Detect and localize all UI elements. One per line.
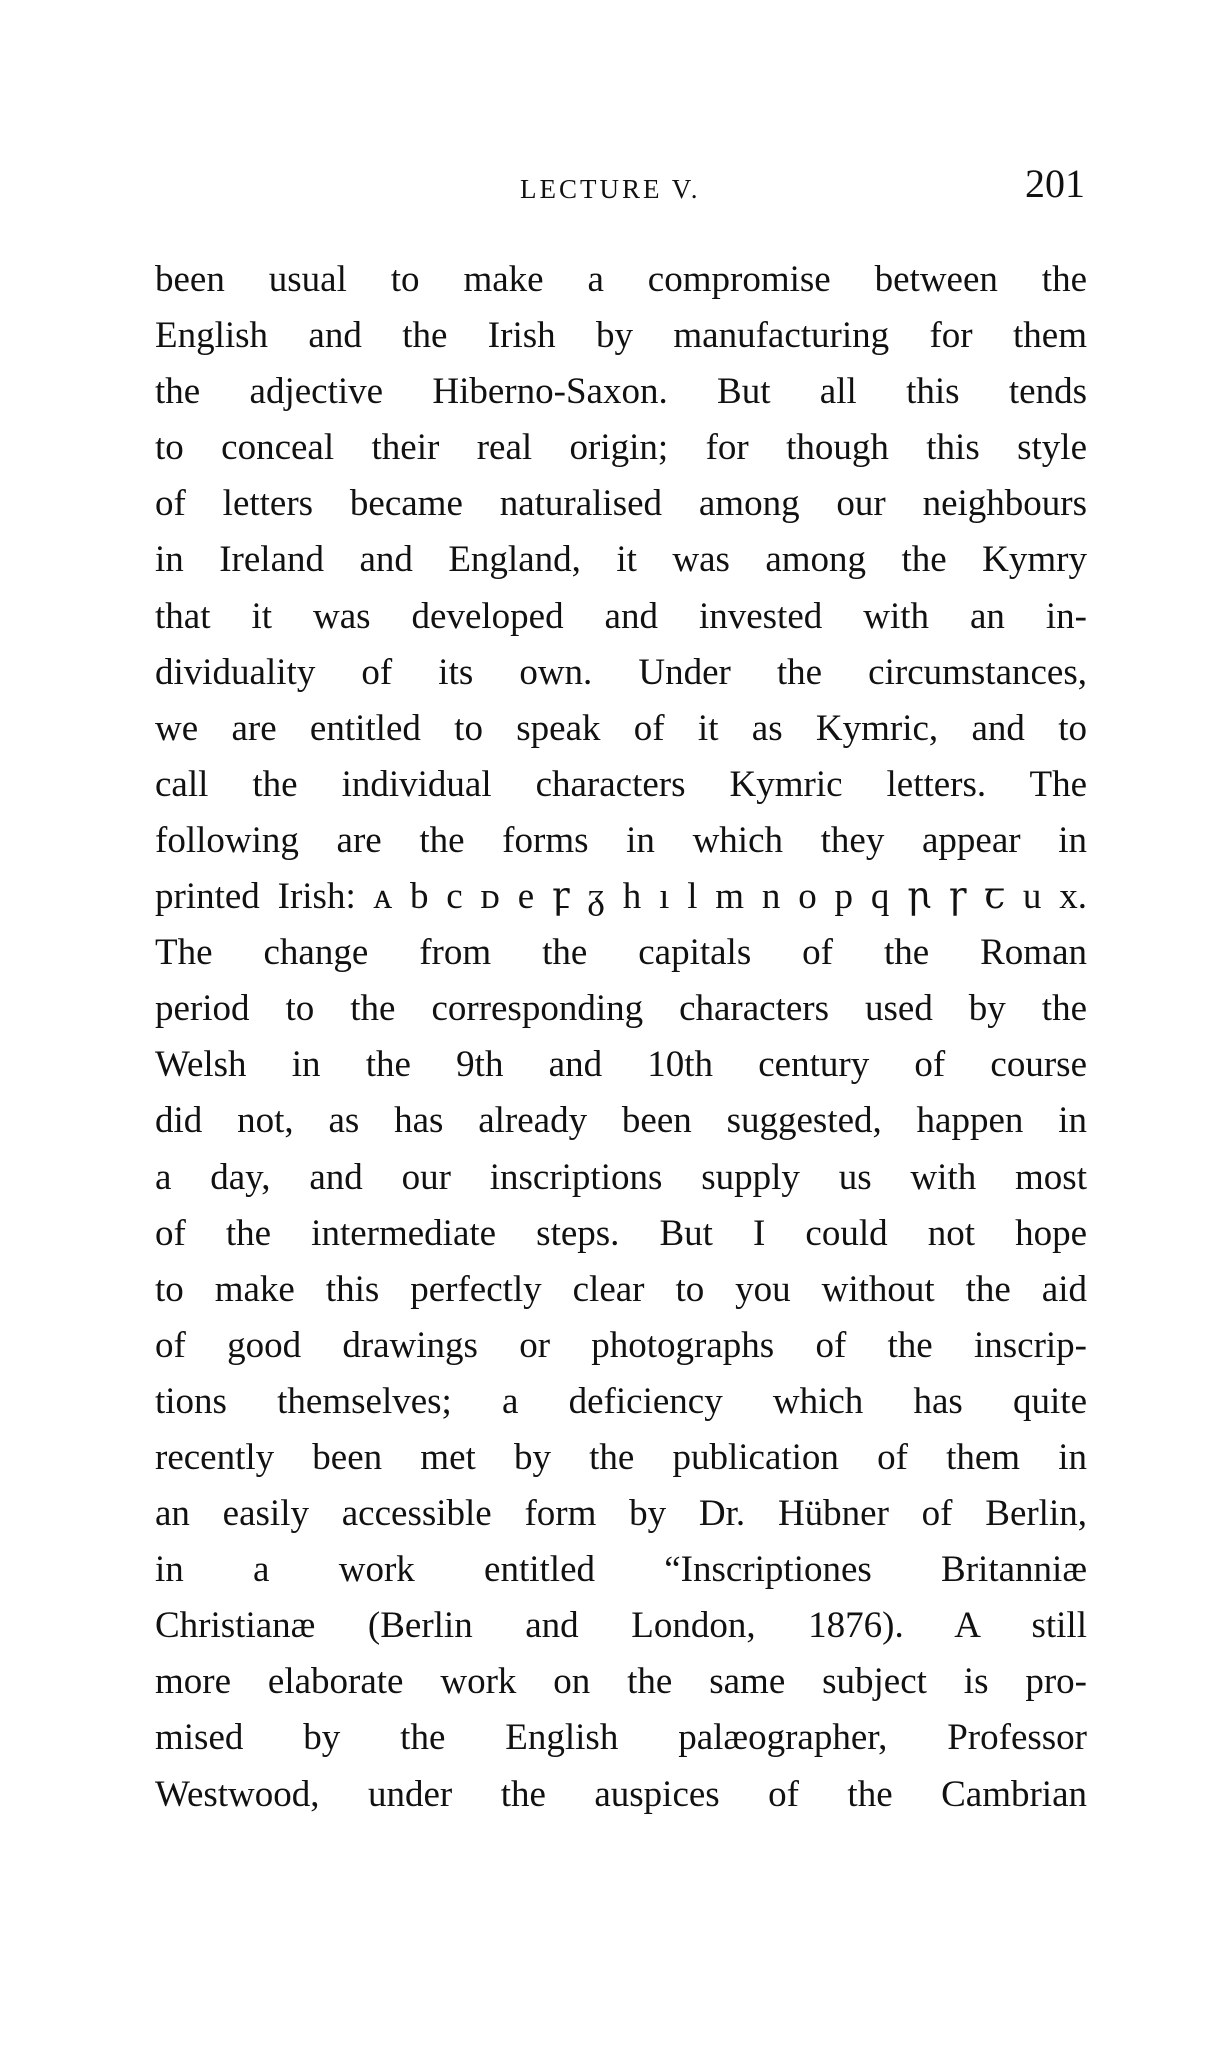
text-line: Welsh in the 9th and 10th century of course bbox=[155, 1044, 1087, 1086]
text-line: dividuality of its own. Under the circumstances, bbox=[155, 651, 1087, 693]
text-line: call the individual characters Kymric letters. The bbox=[155, 763, 1087, 805]
text-line: of the intermediate steps. But I could not hope bbox=[155, 1212, 1087, 1254]
text-line: mised by the English palæographer, Professor bbox=[155, 1717, 1087, 1759]
text-line: period to the corresponding characters used by the bbox=[155, 988, 1087, 1030]
text-line: did not, as has already been suggested, happen in bbox=[155, 1100, 1087, 1142]
text-line: Christianæ (Berlin and London, 1876). A still bbox=[155, 1605, 1087, 1647]
page-header bbox=[155, 160, 1095, 230]
text-line: a day, and our inscriptions supply us with most bbox=[155, 1156, 1087, 1198]
text-line: to conceal their real origin; for though this style bbox=[155, 427, 1087, 469]
text-line: Westwood, under the auspices of the Cambrian bbox=[155, 1773, 1087, 1815]
text-line: tions themselves; a deficiency which has quite bbox=[155, 1380, 1087, 1422]
text-line: of good drawings or photographs of the inscrip- bbox=[155, 1324, 1087, 1366]
body-text bbox=[155, 252, 1087, 1823]
page-number: 201 bbox=[1025, 161, 1085, 206]
text-line: The change from the capitals of the Roman bbox=[155, 932, 1087, 974]
text-line: that it was developed and invested with an in- bbox=[155, 595, 1087, 637]
text-line: been usual to make a compromise between the bbox=[155, 259, 1087, 300]
text-line: more elaborate work on the same subject is pro- bbox=[155, 1661, 1087, 1703]
text-line: in Ireland and England, it was among the Kymry bbox=[155, 539, 1087, 581]
text-line: an easily accessible form by Dr. Hübner of Berlin, bbox=[155, 1493, 1087, 1535]
running-head: LECTURE V. bbox=[520, 174, 701, 204]
text-line: recently been met by the publication of them in bbox=[155, 1436, 1087, 1478]
text-line: following are the forms in which they appear in bbox=[155, 819, 1087, 861]
text-line: the adjective Hiberno-Saxon. But all this tends bbox=[155, 371, 1087, 413]
text-line: of letters became naturalised among our neighbours bbox=[155, 483, 1087, 525]
text-line: English and the Irish by manufacturing for them bbox=[155, 315, 1087, 357]
text-line: to make this perfectly clear to you without the aid bbox=[155, 1268, 1087, 1310]
text-line: we are entitled to speak of it as Kymric, and to bbox=[155, 707, 1087, 749]
text-line: in a work entitled “Inscriptiones Britanniæ bbox=[155, 1549, 1087, 1591]
text-line: printed Irish: ᴀ b c ᴅ e ꝼ ᵹ h ı l m n o p q ꞃ ꞅ ꞇ u x. bbox=[155, 876, 1087, 918]
